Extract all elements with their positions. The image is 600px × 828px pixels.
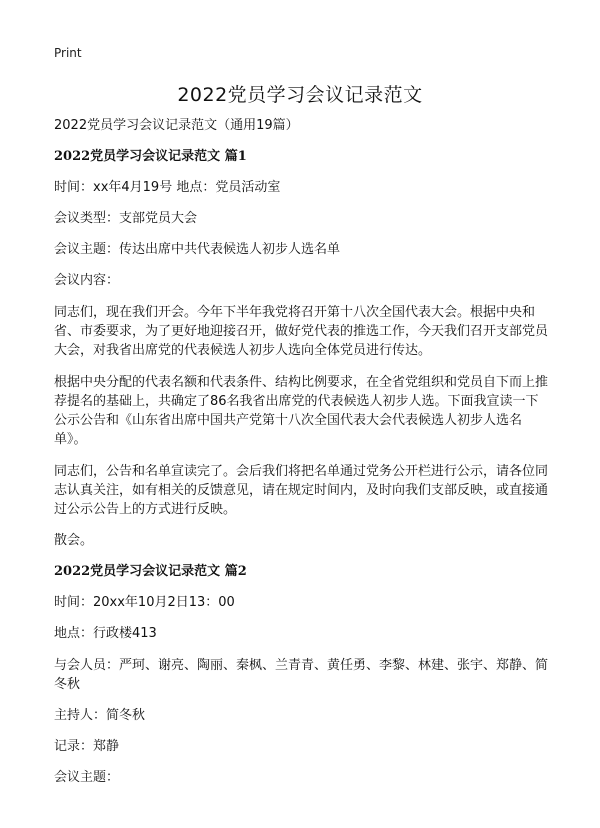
print-link[interactable]: Print <box>54 46 82 60</box>
paragraph-1: 同志们，现在我们开会。今年下半年我党将召开第十八次全国代表大会。根据中央和省、市委要求，为了更好地迎接召开，做好党代表的推选工作，今天我们召开支部党员大会，对我省出席党的代表候选人初步人选向全体党员进行传达。 <box>54 305 549 358</box>
host: 主持人：简冬秋 <box>54 708 146 723</box>
section-heading-2: 2022党员学习会议记录范文 篇2 <box>54 564 247 579</box>
meeting-topic: 会议主题：传达出席中共代表候选人初步人选名单 <box>54 242 341 257</box>
meeting-type: 会议类型：支部党员大会 <box>54 211 198 226</box>
section-heading-1: 2022党员学习会议记录范文 篇1 <box>54 149 247 164</box>
document-title: 2022党员学习会议记录范文 <box>177 84 423 106</box>
paragraph-2: 根据中央分配的代表名额和代表条件、结构比例要求，在全省党组织和党员自下而上推荐提名的基础上，共确定了86名我省出席党的代表候选人初步人选。下面我宣读一下公示公告和《山东省出席中国共产党第十八次全国代表大会代表候选人初步人选名单》。 <box>54 375 549 447</box>
attendees: 与会人员：严珂、谢亮、陶丽、秦枫、兰青青、黄任勇、李黎、林建、张宇、郑静、简冬秋 <box>54 658 549 692</box>
document-body <box>54 117 550 800</box>
closing-line: 散会。 <box>54 533 94 548</box>
meeting-place-2: 地点：行政楼413 <box>54 626 157 641</box>
meeting-time-2: 时间：20xx年10月2日13：00 <box>54 595 235 610</box>
meeting-topic-2: 会议主题： <box>54 770 120 785</box>
meeting-content-label: 会议内容： <box>54 273 120 288</box>
paragraph-3: 同志们，公告和名单宣读完了。会后我们将把名单通过党务公开栏进行公示，请各位同志认真关注，如有相关的反馈意见，请在规定时间内，及时向我们支部反映，或直接通过公示公告上的方式进行反映。 <box>54 464 549 517</box>
meeting-time-place: 时间：xx年4月19号 地点：党员活动室 <box>54 180 281 195</box>
document-subtitle: 2022党员学习会议记录范文（通用19篇） <box>54 118 299 133</box>
recorder: 记录：郑静 <box>54 739 120 754</box>
